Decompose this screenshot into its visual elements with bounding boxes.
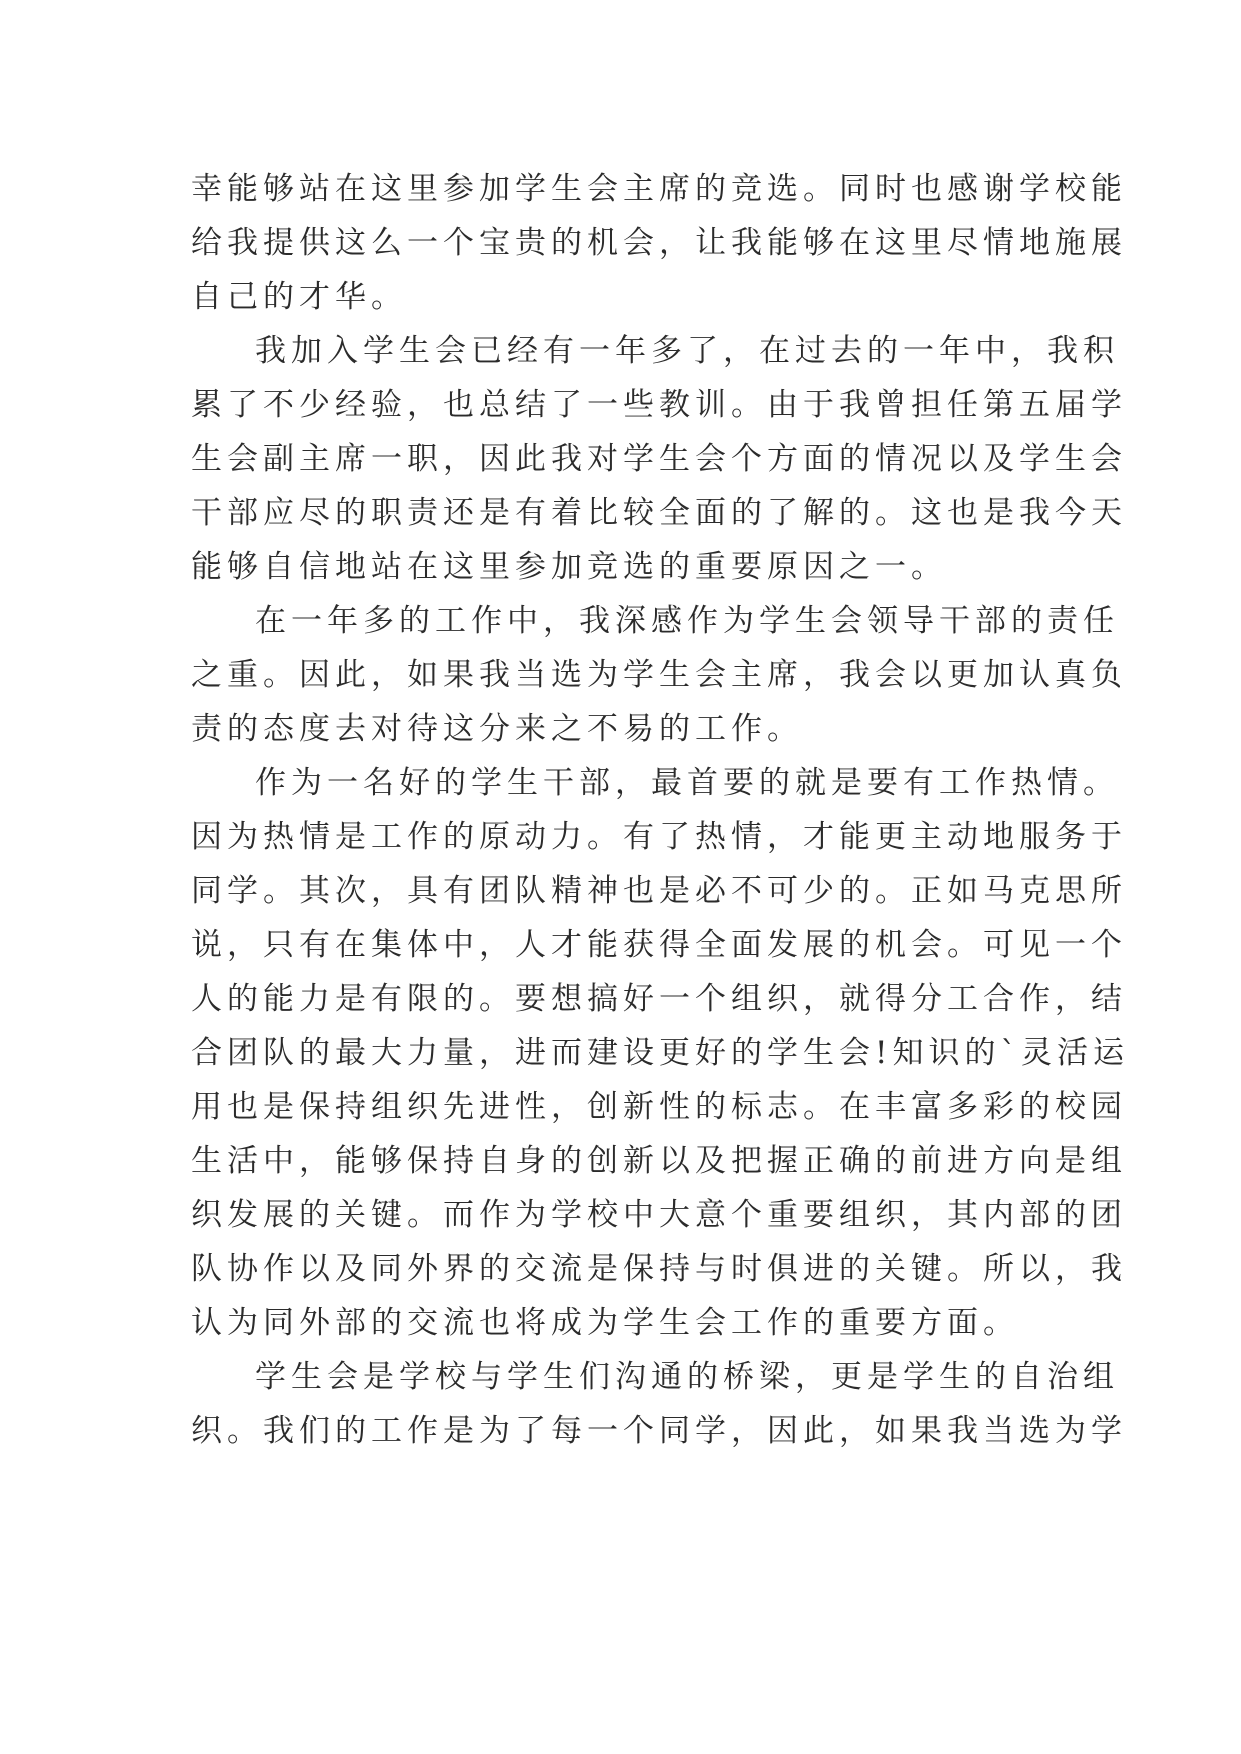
paragraph-line: 织发展的关键。而作为学校中大意个重要组织，其内部的团 [191, 1197, 1127, 1233]
paragraph-line: 生会副主席一职，因此我对学生会个方面的情况以及学生会 [191, 441, 1127, 477]
paragraph-line: 合团队的最大力量，进而建设更好的学生会!知识的`灵活运 [191, 1035, 1129, 1071]
paragraph-4 [191, 756, 1129, 1350]
paragraph-line: 认为同外部的交流也将成为学生会工作的重要方面。 [191, 1305, 1019, 1341]
paragraph-line: 幸能够站在这里参加学生会主席的竞选。同时也感谢学校能 [191, 171, 1127, 207]
paragraph-line: 说，只有在集体中，人才能获得全面发展的机会。可见一个 [191, 927, 1127, 963]
paragraph-line: 人的能力是有限的。要想搞好一个组织，就得分工合作，结 [191, 981, 1127, 1017]
document-body [191, 162, 1129, 1458]
paragraph-line: 用也是保持组织先进性，创新性的标志。在丰富多彩的校园 [191, 1089, 1127, 1125]
paragraph-line: 累了不少经验，也总结了一些教训。由于我曾担任第五届学 [191, 387, 1127, 423]
paragraph-line: 队协作以及同外界的交流是保持与时俱进的关键。所以，我 [191, 1251, 1127, 1287]
paragraph-line: 之重。因此，如果我当选为学生会主席，我会以更加认真负 [191, 657, 1127, 693]
paragraph-line: 在一年多的工作中，我深感作为学生会领导干部的责任 [255, 603, 1119, 639]
paragraph-line: 因为热情是工作的原动力。有了热情，才能更主动地服务于 [191, 819, 1127, 855]
paragraph-line: 能够自信地站在这里参加竞选的重要原因之一。 [191, 549, 947, 585]
paragraph-3 [191, 594, 1127, 756]
paragraph-line: 干部应尽的职责还是有着比较全面的了解的。这也是我今天 [191, 495, 1127, 531]
paragraph-line: 给我提供这么一个宝贵的机会，让我能够在这里尽情地施展 [191, 225, 1127, 261]
paragraph-line: 我加入学生会已经有一年多了，在过去的一年中，我积 [255, 333, 1119, 369]
paragraph-line: 自己的才华。 [191, 279, 407, 315]
paragraph-5 [191, 1350, 1127, 1458]
paragraph-line: 学生会是学校与学生们沟通的桥梁，更是学生的自治组 [255, 1359, 1119, 1395]
paragraph-line: 作为一名好的学生干部，最首要的就是要有工作热情。 [255, 765, 1119, 801]
paragraph-2 [191, 324, 1127, 594]
paragraph-line: 织。我们的工作是为了每一个同学，因此，如果我当选为学 [191, 1413, 1127, 1449]
paragraph-line: 生活中，能够保持自身的创新以及把握正确的前进方向是组 [191, 1143, 1127, 1179]
paragraph-1 [191, 162, 1127, 324]
paragraph-line: 责的态度去对待这分来之不易的工作。 [191, 711, 803, 747]
paragraph-line: 同学。其次，具有团队精神也是必不可少的。正如马克思所 [191, 873, 1127, 909]
